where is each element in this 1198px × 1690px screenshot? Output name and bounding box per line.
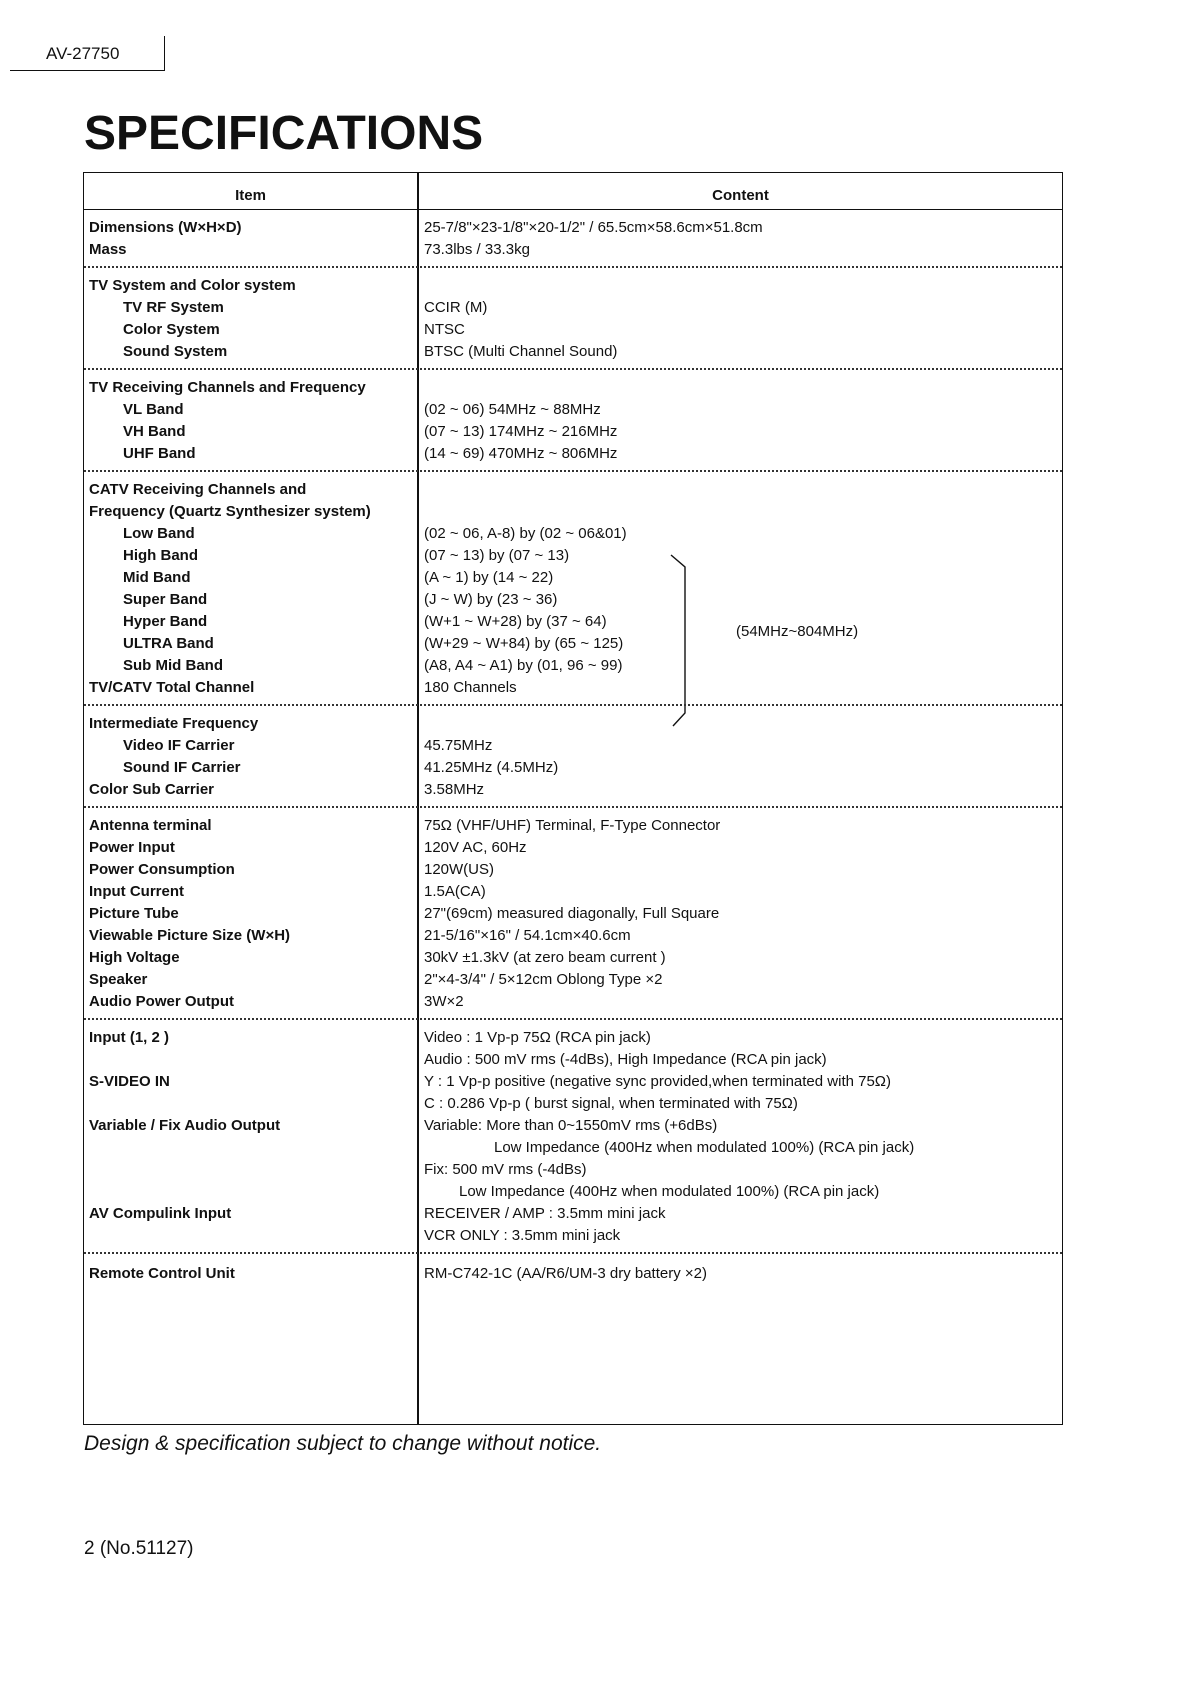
value-catv-range: (54MHz~804MHz) bbox=[736, 623, 859, 640]
label-sub-mid-band: Sub Mid Band bbox=[123, 657, 223, 674]
value-video-if: 45.75MHz bbox=[424, 737, 493, 754]
label-svideo: S-VIDEO IN bbox=[89, 1073, 170, 1090]
label-color-sub: Color Sub Carrier bbox=[89, 781, 215, 798]
label-mass: Mass bbox=[89, 241, 127, 258]
label-remote: Remote Control Unit bbox=[89, 1265, 235, 1282]
page-number: 2 (No.51127) bbox=[84, 1538, 194, 1559]
value-high-band: (07 ~ 13) by (07 ~ 13) bbox=[424, 547, 570, 564]
column-divider bbox=[417, 173, 419, 1424]
value-vh-band: (07 ~ 13) 174MHz ~ 216MHz bbox=[424, 423, 618, 440]
label-vh-band: VH Band bbox=[123, 423, 186, 440]
label-dimensions: Dimensions (W×H×D) bbox=[89, 219, 242, 236]
value-picture-tube: 27"(69cm) measured diagonally, Full Square bbox=[424, 905, 720, 922]
label-var-audio: Variable / Fix Audio Output bbox=[89, 1117, 281, 1134]
label-uhf-band: UHF Band bbox=[123, 445, 196, 462]
model-tag-tick bbox=[164, 36, 166, 70]
value-sound-system: BTSC (Multi Channel Sound) bbox=[424, 343, 618, 360]
header-item: Item bbox=[235, 187, 266, 204]
value-svideo-c: C : 0.286 Vp-p ( burst signal, when terminated with 75Ω) bbox=[424, 1095, 798, 1112]
value-input-video: Video : 1 Vp-p 75Ω (RCA pin jack) bbox=[424, 1029, 651, 1046]
model-tag bbox=[10, 36, 165, 71]
value-tv-rf: CCIR (M) bbox=[424, 299, 488, 316]
row-separator bbox=[84, 368, 1062, 370]
value-svideo-y: Y : 1 Vp-p positive (negative sync provided,when terminated with 75Ω) bbox=[424, 1073, 892, 1090]
value-hyper-band: (W+1 ~ W+28) by (37 ~ 64) bbox=[424, 613, 607, 630]
label-antenna: Antenna terminal bbox=[89, 817, 212, 834]
value-audio-power: 3W×2 bbox=[424, 993, 464, 1010]
value-vl-band: (02 ~ 06) 54MHz ~ 88MHz bbox=[424, 401, 601, 418]
label-high-voltage: High Voltage bbox=[89, 949, 180, 966]
row-separator bbox=[84, 1252, 1062, 1254]
value-remote: RM-C742-1C (AA/R6/UM-3 dry battery ×2) bbox=[424, 1265, 707, 1282]
row-separator bbox=[84, 470, 1062, 472]
label-mid-band: Mid Band bbox=[123, 569, 191, 586]
row-separator bbox=[84, 266, 1062, 268]
label-tv-channels: TV Receiving Channels and Frequency bbox=[89, 379, 366, 396]
value-var-audio-variable: Variable: More than 0~1550mV rms (+6dBs) bbox=[424, 1117, 718, 1134]
label-total-channel: TV/CATV Total Channel bbox=[89, 679, 255, 696]
table-header bbox=[84, 173, 1062, 210]
value-input-audio: Audio : 500 mV rms (-4dBs), High Impedance (RCA pin jack) bbox=[424, 1051, 827, 1068]
value-color-system: NTSC bbox=[424, 321, 465, 338]
label-hyper-band: Hyper Band bbox=[123, 613, 208, 630]
label-low-band: Low Band bbox=[123, 525, 195, 542]
value-sub-mid-band: (A8, A4 ~ A1) by (01, 96 ~ 99) bbox=[424, 657, 623, 674]
label-tv-rf: TV RF System bbox=[123, 299, 224, 316]
row-separator bbox=[84, 1018, 1062, 1020]
label-color-system: Color System bbox=[123, 321, 220, 338]
label-sound-if: Sound IF Carrier bbox=[123, 759, 241, 776]
label-tv-system: TV System and Color system bbox=[89, 277, 296, 294]
value-viewable-size: 21-5/16"×16" / 54.1cm×40.6cm bbox=[424, 927, 631, 944]
row-separator bbox=[84, 704, 1062, 706]
label-video-if: Video IF Carrier bbox=[123, 737, 235, 754]
value-dimensions: 25-7/8"×23-1/8"×20-1/2" / 65.5cm×58.6cm×51.8cm bbox=[424, 219, 763, 236]
value-super-band: (J ~ W) by (23 ~ 36) bbox=[424, 591, 558, 608]
value-high-voltage: 30kV ±1.3kV (at zero beam current ) bbox=[424, 949, 666, 966]
label-sound-system: Sound System bbox=[123, 343, 228, 360]
value-compulink-receiver: RECEIVER / AMP : 3.5mm mini jack bbox=[424, 1205, 666, 1222]
value-var-audio-fix-imp: Low Impedance (400Hz when modulated 100%) (RCA pin jack) bbox=[459, 1183, 880, 1200]
spec-table bbox=[83, 172, 1063, 1425]
value-mass: 73.3lbs / 33.3kg bbox=[424, 241, 530, 258]
value-compulink-vcr: VCR ONLY : 3.5mm mini jack bbox=[424, 1227, 621, 1244]
value-mid-band: (A ~ 1) by (14 ~ 22) bbox=[424, 569, 554, 586]
label-audio-power: Audio Power Output bbox=[89, 993, 234, 1010]
disclaimer-note: Design & specification subject to change without notice. bbox=[84, 1432, 602, 1455]
value-var-audio-fix: Fix: 500 mV rms (-4dBs) bbox=[424, 1161, 587, 1178]
value-antenna: 75Ω (VHF/UHF) Terminal, F-Type Connector bbox=[424, 817, 721, 834]
label-catv-1: CATV Receiving Channels and bbox=[89, 481, 307, 498]
value-sound-if: 41.25MHz (4.5MHz) bbox=[424, 759, 559, 776]
label-viewable-size: Viewable Picture Size (W×H) bbox=[89, 927, 291, 944]
row-separator bbox=[84, 806, 1062, 808]
label-power-input: Power Input bbox=[89, 839, 175, 856]
model-number: AV-27750 bbox=[46, 44, 120, 63]
value-var-audio-variable-imp: Low Impedance (400Hz when modulated 100%) (RCA pin jack) bbox=[494, 1139, 915, 1156]
value-uhf-band: (14 ~ 69) 470MHz ~ 806MHz bbox=[424, 445, 618, 462]
label-compulink: AV Compulink Input bbox=[89, 1205, 232, 1222]
label-if-freq: Intermediate Frequency bbox=[89, 715, 259, 732]
value-speaker: 2"×4-3/4" / 5×12cm Oblong Type ×2 bbox=[424, 971, 663, 988]
label-super-band: Super Band bbox=[123, 591, 208, 608]
label-catv-2: Frequency (Quartz Synthesizer system) bbox=[89, 503, 371, 520]
label-vl-band: VL Band bbox=[123, 401, 184, 418]
value-power-consumption: 120W(US) bbox=[424, 861, 495, 878]
label-speaker: Speaker bbox=[89, 971, 148, 988]
value-input-current: 1.5A(CA) bbox=[424, 883, 486, 900]
label-power-consumption: Power Consumption bbox=[89, 861, 235, 878]
value-color-sub: 3.58MHz bbox=[424, 781, 485, 798]
bracket-icon bbox=[669, 553, 699, 728]
page-title: SPECIFICATIONS bbox=[84, 107, 484, 160]
value-ultra-band: (W+29 ~ W+84) by (65 ~ 125) bbox=[424, 635, 624, 652]
value-power-input: 120V AC, 60Hz bbox=[424, 839, 527, 856]
label-ultra-band: ULTRA Band bbox=[123, 635, 214, 652]
label-input: Input (1, 2 ) bbox=[89, 1029, 169, 1046]
value-total-channel: 180 Channels bbox=[424, 679, 517, 696]
label-picture-tube: Picture Tube bbox=[89, 905, 179, 922]
value-low-band: (02 ~ 06, A-8) by (02 ~ 06&01) bbox=[424, 525, 627, 542]
header-content: Content bbox=[712, 187, 769, 204]
label-high-band: High Band bbox=[123, 547, 198, 564]
label-input-current: Input Current bbox=[89, 883, 184, 900]
